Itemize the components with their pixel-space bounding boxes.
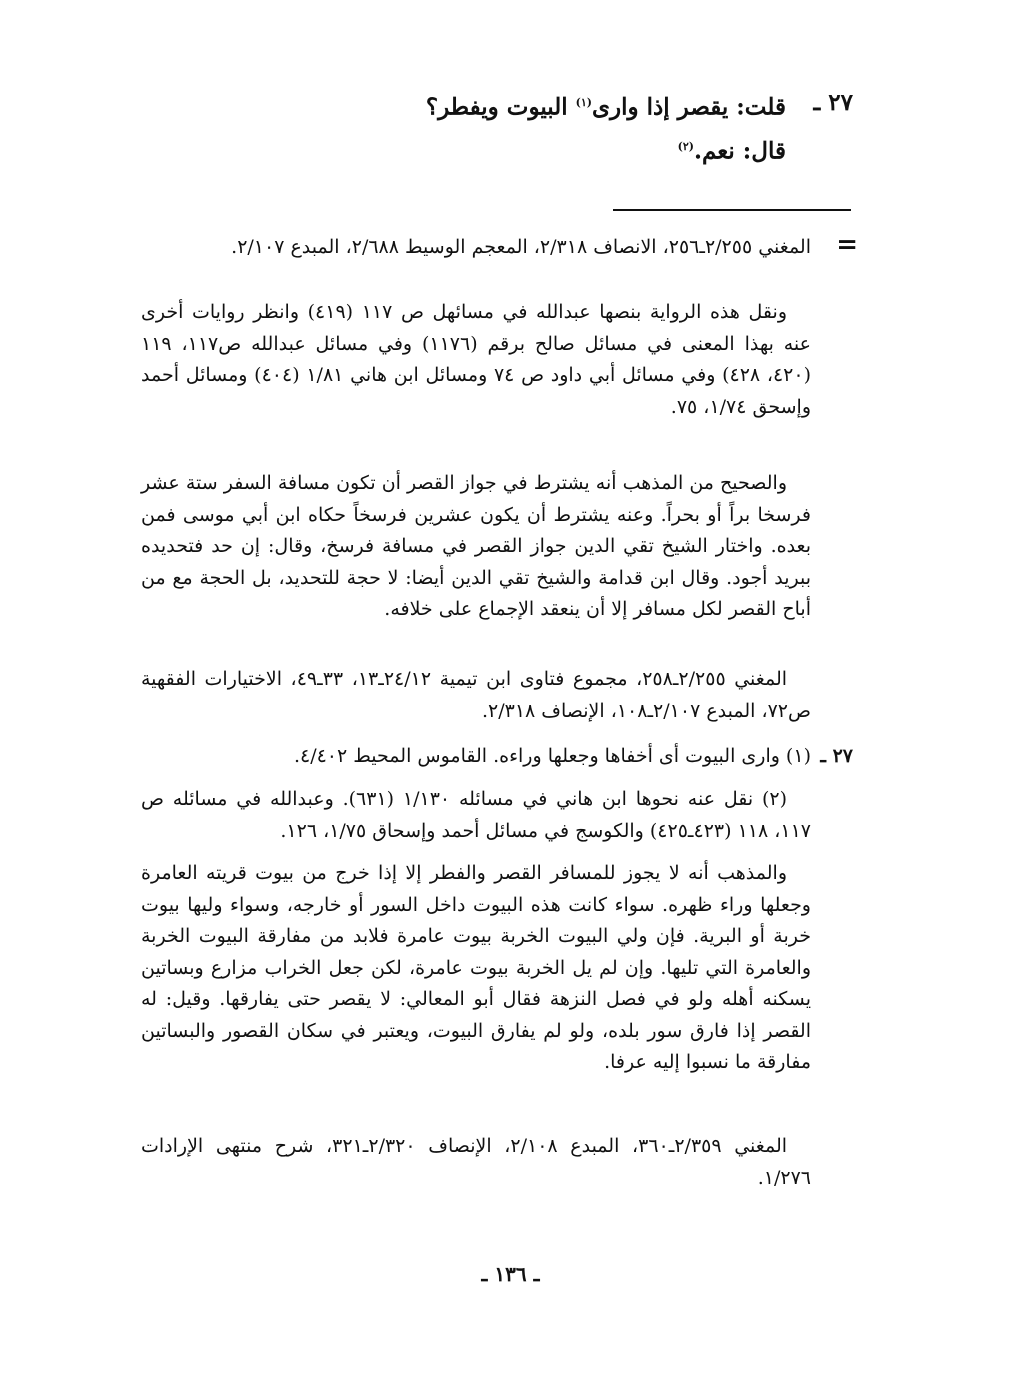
footnote-2: (٢) نقل عنه نحوها ابن هاني في مسائله ١/١٣٠ (٦٣١). وعبدالله في مسائله ص ١١٧، ١١٨ (٤٢٣ـ٤٢٥) والكوسج في مسائل أحمد وإسحاق ١/٧٥، ١٢٦. bbox=[141, 788, 811, 842]
footnote-separator bbox=[613, 209, 851, 211]
question-number: ٢٧ ـ bbox=[813, 89, 853, 116]
reference-paragraph: المغني ٢/٢٥٥ـ٢٥٦، الانصاف ٢/٣١٨، المعجم الوسيط ٢/٦٨٨، المبدع ٢/١٠٧. bbox=[231, 236, 811, 258]
answer-line bbox=[226, 128, 786, 171]
footnote-ref-1: (١) bbox=[575, 96, 592, 109]
footnote-ref-2: (٢) bbox=[677, 140, 694, 153]
question-text-rest: البيوت ويفطر؟ bbox=[425, 93, 568, 121]
question-text: قلت: يقصر إذا وارى bbox=[591, 93, 786, 121]
ruling-paragraph: والصحيح من المذهب أنه يشترط في جواز القصر أن تكون مسافة السفر ستة عشر فرسخا براً أو بحراً. وعنه يشترط أن يكون عشرين فرسخاً حكاه ابن أبي موسى فمن بعده. واختار الشيخ تقي الدين جواز القصر في مسافة فرسخ، وقال: إن حد فتحديده ببريد أجود. وقال ابن قدامة والشيخ تقي الدين أيضا: لا حجة للتحديد، بل الحجة مع من أباح القصر لكل مسافر إلا أن ينعقد الإجماع على خلافه. bbox=[141, 472, 811, 620]
question-line-1 bbox=[226, 84, 786, 127]
continuation-marker: = bbox=[836, 230, 858, 260]
doctrine-paragraph: والمذهب أنه لا يجوز للمسافر القصر والفطر إلا إذا خرج من بيوت قريته العامرة وجعلها وراء ظهره. سواء كانت هذه البيوت داخل السور أو خارجه، وسواء وليها بيوت خربة أو البرية. فإن ولي البيوت الخربة بيوت عامرة فلابد من مفارقة البيوت الخربة والعامرة التي تليها. وإن لم يل الخربة بيوت عامرة، لكن جعل الخراب مزارع وبساتين يسكنه أهله ولو في فصل النزهة فقال أبو المعالي: لا يقصر حتى يفارقها. وقيل: له القصر إذا فارق سور بلده، ولو لم يفارق البيوت، ويعتبر في سكان القصور والبساتين مفارقة ما نسبوا إليه عرفا. bbox=[141, 862, 811, 1073]
narration-paragraph: ونقل هذه الرواية بنصها عبدالله في مسائهل ص ١١٧ (٤١٩) وانظر روايات أخرى عنه بهذا المعنى في مسائل صالح برقم (١١٧٦) وفي مسائل عبدالله ص١١٧، ١١٩ (٤٢٠، ٤٢٨) وفي مسائل أبي داود ص ٧٤ ومسائل ابن هاني ١/٨١ (٤٠٤) ومسائل أحمد وإسحق ١/٧٤، ٧٥. bbox=[141, 301, 812, 418]
page-number: ـ ١٣٦ ـ bbox=[481, 1262, 540, 1286]
final-sources-paragraph: المغني ٢/٣٥٩ـ٣٦٠، المبدع ٢/١٠٨، الإنصاف ٢/٣٢٠ـ٣٢١، شرح منتهى الإرادات ١/٢٧٦. bbox=[141, 1135, 811, 1189]
notes-marker: ٢٧ ـ bbox=[820, 745, 853, 767]
footnote-1: (١) وارى البيوت أى أخفاها وجعلها وراءه. القاموس المحيط ٤/٤٠٢. bbox=[293, 745, 811, 767]
sources-paragraph: المغني ٢/٢٥٥ـ٢٥٨، مجموع فتاوى ابن تيمية ٢٤/١٢ـ١٣، ٣٣ـ٤٩، الاختيارات الفقهية ص٧٢، المبدع ٢/١٠٧ـ١٠٨، الإنصاف ٢/٣١٨. bbox=[141, 668, 811, 722]
answer-text: قال: نعم. bbox=[693, 137, 786, 165]
